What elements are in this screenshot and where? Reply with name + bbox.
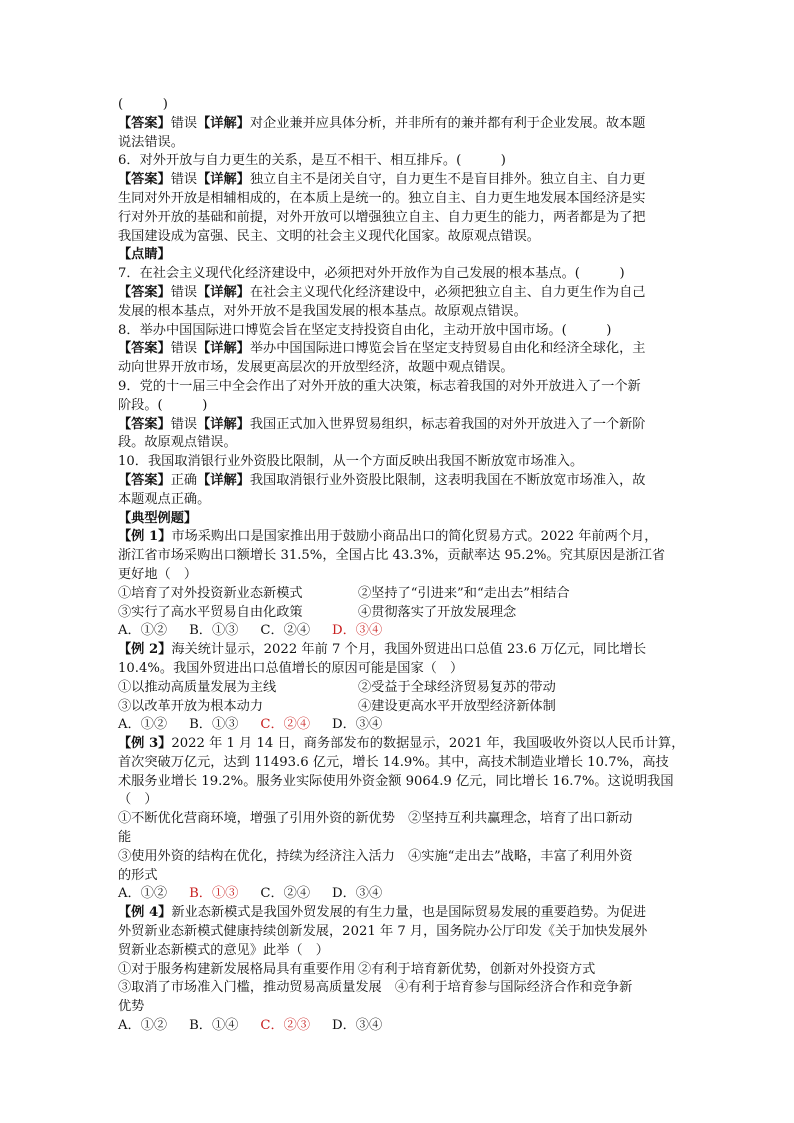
bold-label: 【答案】 bbox=[118, 472, 171, 488]
bold-label: 【详解】 bbox=[197, 115, 250, 131]
text-run: 10．我国取消银行业外资股比限制，从一个方面反映出我国不断放宽市场准入。 bbox=[118, 454, 584, 470]
option-row bbox=[118, 604, 678, 623]
text-run: 我国建设成为富强、民主、文明的社会主义现代化国家。故原观点错误。 bbox=[118, 228, 540, 244]
answer-choices bbox=[118, 622, 678, 641]
text-line bbox=[118, 641, 678, 660]
answer-choice: B．①③ bbox=[189, 717, 239, 733]
text-line bbox=[118, 434, 678, 453]
answer-choice: B．①④ bbox=[189, 1018, 239, 1034]
text-run: 首次突破万亿元，达到 11493.6 亿元，增长 14.9%。其中，高技术制造业增长 10.7%，高技 bbox=[118, 754, 669, 770]
text-run: 错误 bbox=[170, 341, 198, 357]
text-run: 本题观点正确。 bbox=[118, 491, 211, 507]
bold-label: 【详解】 bbox=[197, 472, 250, 488]
answer-choice: A．①② bbox=[118, 623, 168, 639]
bold-label: 【详解】 bbox=[197, 416, 250, 432]
text-run: 错误 bbox=[170, 172, 198, 188]
text-run: 更好地（ ） bbox=[118, 566, 198, 582]
text-run: 独立自主不是闭关自守，自力更生不是盲目排外。独立自主、自力更 bbox=[249, 172, 646, 188]
text-line bbox=[118, 171, 678, 190]
answer-choice-correct: C．②④ bbox=[260, 717, 311, 733]
text-run: 行对外开放的基础和前提，对外开放可以增强独立自主、自力更生的能力，两者都是为了把 bbox=[118, 209, 646, 225]
bold-label: 【例 2】 bbox=[118, 642, 172, 658]
text-run: 6．对外开放与自力更生的关系，是互不相干、相互排斥。( ) bbox=[118, 153, 506, 169]
text-run: 在社会主义现代化经济建设中，必须把独立自主、自力更生作为自己 bbox=[249, 284, 646, 300]
text-run: ③使用外资的结构在优化，持续为经济注入活力 ④实施“走出去”战略，丰富了利用外资 bbox=[118, 848, 633, 864]
answer-choices bbox=[118, 716, 678, 735]
text-run: 10.4%。我国外贸进出口总值增长的原因可能是国家（ ） bbox=[118, 660, 464, 676]
text-line bbox=[118, 848, 678, 867]
text-line bbox=[118, 528, 678, 547]
answer-choice: D．③④ bbox=[332, 886, 383, 902]
text-line bbox=[118, 246, 678, 265]
option-row bbox=[118, 679, 678, 698]
option-statement: ①以推动高质量发展为主线 bbox=[118, 679, 277, 695]
text-line bbox=[118, 152, 678, 171]
text-line bbox=[118, 472, 678, 491]
answer-choice: A．①② bbox=[118, 886, 168, 902]
answer-choice: C．②④ bbox=[260, 623, 311, 639]
text-line bbox=[118, 566, 678, 585]
bold-label: 【例 4】 bbox=[118, 905, 172, 921]
text-run: 错误 bbox=[170, 416, 198, 432]
answer-choice: A．①② bbox=[118, 717, 168, 733]
bold-label: 【答案】 bbox=[118, 416, 171, 432]
answer-choice: A．①② bbox=[118, 1018, 168, 1034]
option-statement: ①对于服务构建新发展格局具有重要作用 bbox=[118, 961, 356, 977]
answer-choice: D．③④ bbox=[332, 1018, 383, 1034]
bold-label: 【答案】 bbox=[118, 284, 171, 300]
text-run: 对企业兼并应具体分析，并非所有的兼并都有利于企业发展。故本题 bbox=[249, 115, 646, 131]
option-statement: ③实行了高水平贸易自由化政策 bbox=[118, 604, 303, 620]
answer-choice: C．②④ bbox=[260, 886, 311, 902]
text-run: 举办中国国际进口博览会旨在坚定支持贸易自由化和经济全球化，主 bbox=[249, 341, 646, 357]
bold-label: 【详解】 bbox=[197, 284, 250, 300]
bold-label: 【答案】 bbox=[118, 341, 171, 357]
text-line bbox=[118, 735, 685, 754]
text-run: 优势 bbox=[118, 999, 145, 1015]
text-line bbox=[118, 303, 678, 322]
text-run: 8．举办中国国际进口博览会旨在坚定支持投资自由化，主动开放中国市场。( ) bbox=[118, 322, 612, 338]
text-line bbox=[118, 754, 678, 773]
bold-label: 【详解】 bbox=[197, 172, 250, 188]
text-line bbox=[118, 904, 678, 923]
text-line bbox=[118, 96, 678, 115]
text-line bbox=[118, 810, 678, 829]
text-run: 发展的根本基点，对外开放不是我国发展的根本基点。故原观点错误。 bbox=[118, 303, 527, 319]
answer-choice-correct: D．③④ bbox=[332, 623, 383, 639]
text-run: 我国取消银行业外资股比限制，这表明我国在不断放宽市场准入，故 bbox=[249, 472, 646, 488]
text-run: 阶段。( ) bbox=[118, 397, 208, 413]
text-run: 说法错误。 bbox=[118, 134, 184, 150]
text-line bbox=[118, 416, 678, 435]
option-statement: ④贯彻落实了开放发展理念 bbox=[358, 604, 517, 620]
text-run: 市场采购出口是国家推出用于鼓励小商品出口的简化贸易方式。2022 年前两个月， bbox=[171, 529, 658, 545]
text-line bbox=[118, 942, 678, 961]
text-line bbox=[118, 284, 678, 303]
bold-label: 【详解】 bbox=[197, 341, 250, 357]
text-line bbox=[118, 340, 678, 359]
text-line bbox=[118, 190, 678, 209]
text-run: 2022 年 1 月 14 日，商务部发布的数据显示，2021 年，我国吸收外资以人民币计算， bbox=[171, 736, 685, 752]
text-run: 外贸新业态新模式健康持续创新发展，2021 年 7 月，国务院办公厅印发《关于加快发展外 bbox=[118, 924, 648, 940]
text-line bbox=[118, 829, 678, 848]
text-run: ①不断优化营商环境，增强了引用外资的新优势 ②坚持互利共赢理念，培育了出口新动 bbox=[118, 811, 633, 827]
text-line bbox=[118, 228, 678, 247]
text-run: 错误 bbox=[170, 115, 198, 131]
text-run: ③取消了市场准入门槛，推动贸易高质量发展 ④有利于培育参与国际经济合作和竞争新 bbox=[118, 980, 633, 996]
document-page bbox=[118, 96, 685, 1036]
text-run: 生同对外开放是相辅相成的，在本质上是统一的。独立自主、自力更生地发展本国经济是实 bbox=[118, 190, 646, 206]
text-line bbox=[118, 510, 678, 529]
text-line bbox=[118, 773, 678, 792]
text-run: 正确 bbox=[170, 472, 198, 488]
bold-label: 【例 3】 bbox=[118, 736, 172, 752]
bold-label: 【典型例题】 bbox=[118, 510, 198, 526]
option-statement: ③以改革开放为根本动力 bbox=[118, 698, 264, 714]
text-run: 术服务业增长 19.2%。服务业实际使用外资金额 9064.9 亿元，同比增长 16.7%。这说明我国 bbox=[118, 773, 674, 789]
text-run: ( ) bbox=[118, 97, 168, 112]
bold-label: 【例 1】 bbox=[118, 529, 172, 545]
answer-choice: D．③④ bbox=[332, 717, 383, 733]
option-row bbox=[118, 961, 678, 980]
option-statement: ①培育了对外投资新业态新模式 bbox=[118, 585, 303, 601]
option-row bbox=[118, 585, 678, 604]
text-run: 动向世界开放市场，发展更高层次的开放型经济，故题中观点错误。 bbox=[118, 360, 514, 376]
text-line bbox=[118, 359, 678, 378]
text-line bbox=[118, 453, 678, 472]
answer-choices bbox=[118, 885, 678, 904]
option-row bbox=[118, 698, 678, 717]
text-run: 9．党的十一届三中全会作出了对外开放的重大决策，标志着我国的对外开放进入了一个新 bbox=[118, 378, 641, 394]
text-line bbox=[118, 867, 678, 886]
answer-choice-correct: B．①③ bbox=[189, 886, 239, 902]
option-statement: ②受益于全球经济贸易复苏的带动 bbox=[358, 679, 556, 695]
text-line bbox=[118, 209, 678, 228]
text-run: 我国正式加入世界贸易组织，标志着我国的对外开放进入了一个新阶 bbox=[249, 416, 646, 432]
text-line bbox=[118, 115, 678, 134]
text-run: 浙江省市场采购出口额增长 31.5%，全国占比 43.3%，贡献率达 95.2%。究其原因是浙江省 bbox=[118, 548, 666, 564]
text-line bbox=[118, 979, 678, 998]
bold-label: 【点睛】 bbox=[118, 247, 171, 263]
text-line bbox=[118, 378, 678, 397]
text-run: 段。故原观点错误。 bbox=[118, 435, 237, 451]
text-run: （ ） bbox=[118, 792, 158, 808]
text-line bbox=[118, 660, 678, 679]
answer-choices bbox=[118, 1017, 678, 1036]
text-run: 能 bbox=[118, 830, 132, 846]
bold-label: 【答案】 bbox=[118, 172, 171, 188]
text-run: 的形式 bbox=[118, 867, 158, 883]
option-statement: ②坚持了“引进来”和“走出去”相结合 bbox=[358, 585, 570, 601]
text-line bbox=[118, 134, 678, 153]
answer-choice: B．①③ bbox=[189, 623, 239, 639]
text-line bbox=[118, 547, 678, 566]
text-line bbox=[118, 491, 678, 510]
option-statement: ④建设更高水平开放型经济新体制 bbox=[358, 698, 556, 714]
bold-label: 【答案】 bbox=[118, 115, 171, 131]
text-line bbox=[118, 322, 678, 341]
text-line bbox=[118, 923, 678, 942]
text-run: 海关统计显示，2022 年前 7 个月，我国外贸进出口总值 23.6 万亿元，同比增长 bbox=[171, 642, 647, 658]
text-line bbox=[118, 791, 678, 810]
answer-choice-correct: C．②③ bbox=[260, 1018, 311, 1034]
text-run: 贸新业态新模式的意见》此举（ ） bbox=[118, 942, 329, 958]
text-line bbox=[118, 397, 678, 416]
text-run: 错误 bbox=[170, 284, 198, 300]
text-line bbox=[118, 265, 678, 284]
text-run: 7．在社会主义现代化经济建设中，必须把对外开放作为自己发展的根本基点。( ) bbox=[118, 266, 625, 282]
text-line bbox=[118, 998, 678, 1017]
text-run: 新业态新模式是我国外贸发展的有生力量，也是国际贸易发展的重要趋势。为促进 bbox=[171, 905, 647, 921]
option-statement: ②有利于培育新优势，创新对外投资方式 bbox=[358, 961, 596, 977]
